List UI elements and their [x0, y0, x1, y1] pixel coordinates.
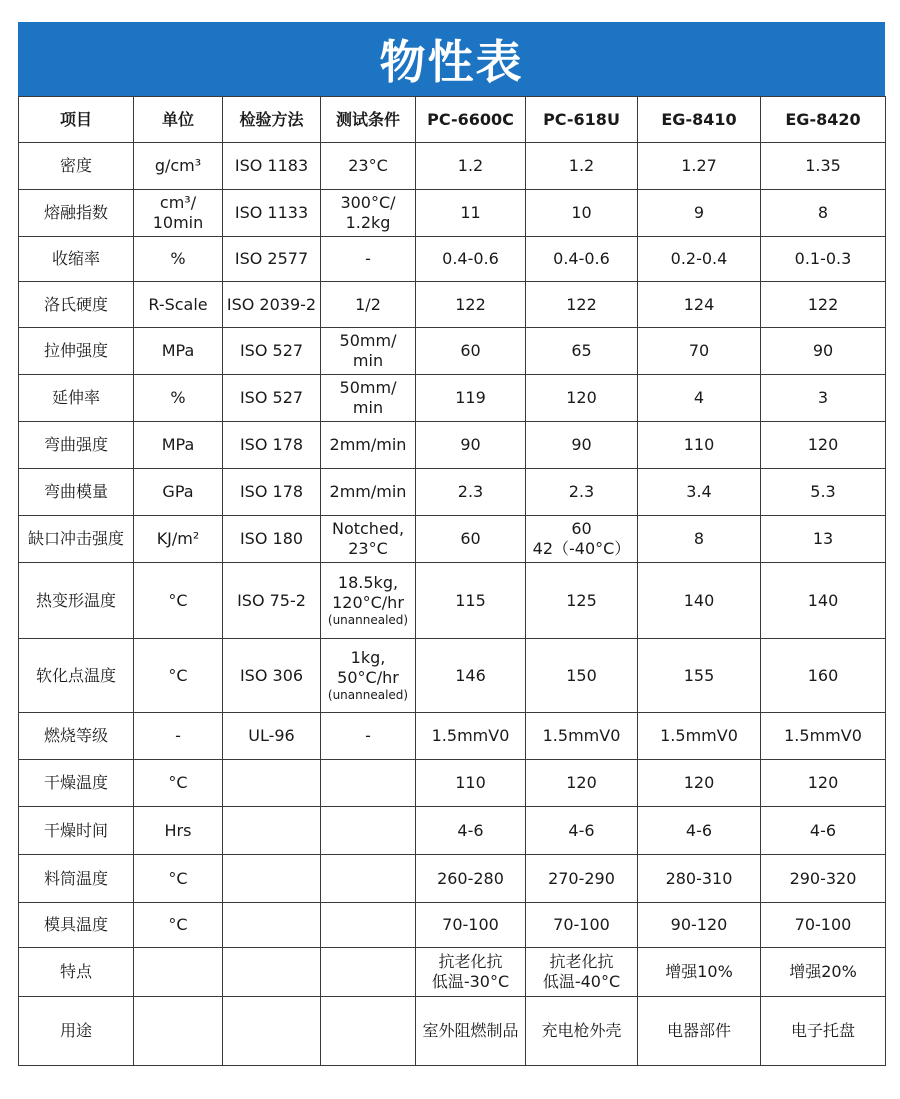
table-row	[19, 237, 886, 282]
value-cell	[416, 143, 526, 190]
method-cell	[223, 997, 321, 1066]
condition-cell	[321, 855, 416, 903]
method-cell: ISO 178	[223, 469, 321, 516]
item-cell: 缺口冲击强度	[19, 516, 134, 563]
unit-cell	[134, 948, 223, 997]
condition-cell-text: 300°C/	[340, 193, 396, 212]
value-cell	[761, 375, 886, 422]
condition-cell	[321, 516, 416, 563]
value-cell-text: 60	[460, 529, 481, 548]
condition-cell	[321, 422, 416, 469]
item-cell: 干燥时间	[19, 807, 134, 855]
value-cell-text: 120	[566, 388, 597, 407]
condition-cell	[321, 563, 416, 639]
value-cell-text: 90-120	[670, 915, 728, 934]
unit-cell: °C	[134, 903, 223, 948]
header-cell: PC-6600C	[416, 97, 526, 143]
value-cell-text: 4-6	[685, 820, 713, 840]
value-cell-text: 低温-40°C	[542, 972, 621, 991]
value-cell	[761, 639, 886, 713]
header-cell: 检验方法	[223, 97, 321, 143]
value-cell-text: 电子托盘	[790, 1021, 855, 1040]
value-cell	[638, 237, 761, 282]
value-cell	[761, 997, 886, 1066]
unit-cell: MPa	[134, 422, 223, 469]
value-cell-text: 抗老化抗	[549, 952, 614, 971]
value-cell	[638, 855, 761, 903]
value-cell	[638, 190, 761, 237]
value-cell	[526, 516, 638, 563]
value-cell-text: 90	[571, 435, 592, 454]
method-cell: ISO 2039-2	[223, 282, 321, 328]
header-cell: 单位	[134, 97, 223, 143]
table-row	[19, 713, 886, 760]
unit-cell: °C	[134, 855, 223, 903]
method-cell: ISO 527	[223, 328, 321, 375]
method-cell: ISO 306	[223, 639, 321, 713]
table-row	[19, 563, 886, 639]
value-cell-text: 70-100	[794, 915, 852, 934]
value-cell	[638, 516, 761, 563]
method-cell: ISO 178	[223, 422, 321, 469]
item-cell: 弯曲强度	[19, 422, 134, 469]
unit-cell: °C	[134, 563, 223, 639]
value-cell-text: 增强20%	[789, 962, 857, 981]
header-cell: 项目	[19, 97, 134, 143]
table-row	[19, 903, 886, 948]
value-cell	[526, 237, 638, 282]
condition-cell	[321, 143, 416, 190]
value-cell	[416, 237, 526, 282]
condition-cell	[321, 807, 416, 855]
table-row	[19, 639, 886, 713]
item-cell: 收缩率	[19, 237, 134, 282]
condition-cell	[321, 997, 416, 1066]
value-cell	[526, 713, 638, 760]
value-cell-text: 10	[571, 203, 592, 222]
value-cell-text: 120	[566, 773, 597, 792]
condition-cell-text: 50mm/	[339, 331, 397, 350]
value-cell-text: 70-100	[442, 915, 499, 934]
value-cell	[761, 516, 886, 563]
method-cell	[223, 903, 321, 948]
unit-cell-text: 10min	[152, 213, 204, 232]
header-cell: 测试条件	[321, 97, 416, 143]
header-cell: PC-618U	[526, 97, 638, 143]
item-cell: 熔融指数	[19, 190, 134, 237]
header-cell: EG-8420	[761, 97, 886, 143]
value-cell	[761, 282, 886, 328]
condition-note: (unannealed)	[327, 688, 409, 702]
value-cell-text: 122	[807, 294, 839, 314]
unit-cell: KJ/m²	[134, 516, 223, 563]
value-cell-text: 1.35	[805, 156, 841, 175]
value-cell	[526, 143, 638, 190]
table-header-row	[19, 97, 886, 143]
value-cell-text: 0.2-0.4	[670, 249, 728, 268]
unit-cell: %	[134, 375, 223, 422]
value-cell-text: 290-320	[789, 868, 857, 888]
unit-cell: GPa	[134, 469, 223, 516]
value-cell-text: 2.3	[568, 482, 595, 501]
table-row	[19, 143, 886, 190]
value-cell	[638, 375, 761, 422]
unit-cell: %	[134, 237, 223, 282]
value-cell	[526, 282, 638, 328]
value-cell-text: 90	[812, 341, 834, 360]
value-cell-text: 4-6	[568, 820, 595, 840]
item-cell: 拉伸强度	[19, 328, 134, 375]
value-cell-text: 110	[455, 773, 486, 792]
condition-cell	[321, 237, 416, 282]
condition-cell-text: 50°C/hr	[337, 668, 399, 687]
method-cell: ISO 2577	[223, 237, 321, 282]
value-cell	[638, 760, 761, 807]
value-cell-text: 0.1-0.3	[794, 249, 852, 268]
item-cell: 热变形温度	[19, 563, 134, 639]
condition-cell-text: Notched,	[331, 519, 405, 538]
value-cell	[638, 639, 761, 713]
value-cell-text: 60	[460, 341, 481, 360]
value-cell	[526, 375, 638, 422]
value-cell-text: 1.2	[457, 156, 484, 175]
value-cell	[526, 807, 638, 855]
value-cell	[526, 903, 638, 948]
item-cell: 密度	[19, 143, 134, 190]
value-cell-text: 1.5mmV0	[784, 726, 862, 745]
method-cell: ISO 180	[223, 516, 321, 563]
value-cell-text: 5.3	[810, 482, 836, 501]
item-cell: 用途	[19, 997, 134, 1066]
value-cell-text: 0.4-0.6	[442, 249, 499, 268]
value-cell-text: 9	[693, 203, 705, 222]
value-cell-text: 42（-40°C）	[532, 539, 631, 558]
table-row	[19, 469, 886, 516]
page-title: 物性表	[379, 35, 524, 89]
header-cell: EG-8410	[638, 97, 761, 143]
value-cell	[638, 282, 761, 328]
value-cell-text: 115	[455, 590, 486, 610]
table-row	[19, 760, 886, 807]
method-cell: ISO 527	[223, 375, 321, 422]
value-cell	[416, 190, 526, 237]
table-row	[19, 516, 886, 563]
value-cell	[526, 328, 638, 375]
item-cell: 特点	[19, 948, 134, 997]
condition-cell-text: 23°C	[348, 156, 388, 175]
value-cell	[761, 143, 886, 190]
method-cell: ISO 1133	[223, 190, 321, 237]
value-cell	[526, 422, 638, 469]
value-cell-text: 124	[683, 294, 715, 314]
unit-cell: MPa	[134, 328, 223, 375]
value-cell-text: 4	[693, 388, 705, 407]
value-cell	[761, 713, 886, 760]
item-cell: 干燥温度	[19, 760, 134, 807]
value-cell-text: 8	[817, 203, 829, 222]
condition-cell	[321, 760, 416, 807]
value-cell-text: 增强10%	[665, 962, 733, 981]
value-cell-text: 65	[571, 341, 592, 360]
value-cell	[416, 469, 526, 516]
table-row	[19, 328, 886, 375]
value-cell	[526, 997, 638, 1066]
value-cell	[416, 639, 526, 713]
value-cell-text: 60	[571, 519, 592, 538]
value-cell	[526, 563, 638, 639]
value-cell	[526, 760, 638, 807]
item-cell: 模具温度	[19, 903, 134, 948]
condition-cell-text: 50mm/	[339, 378, 397, 397]
item-cell: 燃烧等级	[19, 713, 134, 760]
method-cell	[223, 948, 321, 997]
value-cell	[416, 375, 526, 422]
value-cell-text: 260-280	[437, 868, 504, 888]
method-cell: ISO 75-2	[223, 563, 321, 639]
value-cell-text: 4-6	[457, 820, 484, 840]
value-cell-text: 120	[807, 435, 839, 454]
value-cell-text: 低温-30°C	[431, 972, 510, 991]
value-cell	[638, 997, 761, 1066]
method-cell	[223, 807, 321, 855]
unit-cell: °C	[134, 760, 223, 807]
value-cell-text: 1.5mmV0	[660, 726, 738, 745]
table-row	[19, 997, 886, 1066]
value-cell	[416, 563, 526, 639]
table-row	[19, 807, 886, 855]
condition-cell-text: min	[352, 351, 384, 370]
value-cell-text: 充电枪外壳	[541, 1021, 622, 1040]
value-cell	[761, 855, 886, 903]
condition-cell	[321, 948, 416, 997]
value-cell-text: 110	[683, 435, 715, 454]
value-cell-text: 140	[683, 590, 715, 610]
unit-cell: R-Scale	[134, 282, 223, 328]
value-cell	[638, 563, 761, 639]
value-cell-text: 155	[683, 665, 715, 685]
value-cell	[416, 760, 526, 807]
value-cell	[416, 997, 526, 1066]
unit-cell: -	[134, 713, 223, 760]
value-cell	[638, 713, 761, 760]
value-cell-text: 280-310	[665, 868, 733, 888]
condition-cell-text: min	[352, 398, 384, 417]
table-row	[19, 282, 886, 328]
value-cell-text: 119	[455, 388, 486, 407]
value-cell	[416, 516, 526, 563]
value-cell-text: 140	[807, 590, 839, 610]
value-cell-text: 125	[566, 590, 597, 610]
value-cell	[761, 948, 886, 997]
value-cell-text: 13	[812, 529, 834, 548]
value-cell-text: 122	[455, 294, 486, 314]
value-cell-text: 122	[566, 294, 597, 314]
condition-cell-text: 120°C/hr	[332, 593, 404, 612]
condition-cell	[321, 639, 416, 713]
value-cell	[761, 469, 886, 516]
value-cell-text: 0.4-0.6	[553, 249, 610, 268]
value-cell-text: 160	[807, 665, 839, 685]
value-cell	[638, 143, 761, 190]
value-cell	[416, 422, 526, 469]
value-cell	[416, 948, 526, 997]
value-cell-text: 电器部件	[666, 1021, 731, 1040]
value-cell	[761, 563, 886, 639]
condition-cell-text: 2mm/min	[329, 482, 407, 501]
value-cell-text: 8	[693, 529, 705, 548]
condition-cell-text: -	[365, 249, 371, 268]
title-banner	[18, 22, 885, 96]
condition-cell-text: -	[365, 726, 371, 745]
value-cell-text: 120	[683, 773, 715, 792]
value-cell	[638, 948, 761, 997]
value-cell	[526, 190, 638, 237]
value-cell-text: 70-100	[553, 915, 610, 934]
value-cell	[638, 807, 761, 855]
table-row	[19, 190, 886, 237]
unit-cell: °C	[134, 639, 223, 713]
table-row	[19, 422, 886, 469]
method-cell	[223, 760, 321, 807]
item-cell: 软化点温度	[19, 639, 134, 713]
value-cell	[761, 237, 886, 282]
value-cell-text: 4-6	[809, 820, 837, 840]
value-cell-text: 150	[566, 665, 597, 685]
table-row	[19, 855, 886, 903]
condition-cell	[321, 282, 416, 328]
value-cell-text: 1.5mmV0	[542, 726, 621, 745]
condition-cell	[321, 190, 416, 237]
value-cell	[416, 855, 526, 903]
value-cell	[416, 282, 526, 328]
value-cell-text: 室外阻燃制品	[422, 1021, 519, 1040]
condition-cell-text: 18.5kg,	[337, 573, 399, 592]
method-cell: UL-96	[223, 713, 321, 760]
condition-note: (unannealed)	[327, 613, 409, 627]
value-cell	[638, 328, 761, 375]
condition-cell-text: 23°C	[348, 539, 388, 558]
value-cell	[526, 469, 638, 516]
value-cell-text: 1.2	[568, 156, 595, 175]
value-cell-text: 120	[807, 773, 839, 792]
value-cell	[526, 948, 638, 997]
value-cell-text: 146	[455, 665, 486, 685]
value-cell-text: 11	[460, 203, 481, 222]
item-cell: 弯曲模量	[19, 469, 134, 516]
value-cell	[761, 422, 886, 469]
condition-cell	[321, 469, 416, 516]
item-cell: 料筒温度	[19, 855, 134, 903]
value-cell-text: 2.3	[457, 482, 484, 501]
condition-cell	[321, 328, 416, 375]
condition-cell-text: 1kg,	[350, 648, 386, 667]
unit-cell: g/cm³	[134, 143, 223, 190]
value-cell	[416, 713, 526, 760]
value-cell	[638, 903, 761, 948]
condition-cell	[321, 375, 416, 422]
method-cell	[223, 855, 321, 903]
value-cell	[638, 469, 761, 516]
value-cell	[526, 855, 638, 903]
value-cell	[761, 760, 886, 807]
item-cell: 洛氏硬度	[19, 282, 134, 328]
unit-cell-text: cm³/	[159, 193, 197, 212]
value-cell-text: 3.4	[686, 482, 712, 501]
unit-cell	[134, 190, 223, 237]
value-cell-text: 270-290	[548, 868, 615, 888]
condition-cell	[321, 903, 416, 948]
method-cell: ISO 1183	[223, 143, 321, 190]
value-cell	[638, 422, 761, 469]
condition-cell	[321, 713, 416, 760]
value-cell	[416, 903, 526, 948]
value-cell-text: 70	[688, 341, 710, 360]
condition-cell-text: 1.2kg	[345, 213, 391, 232]
value-cell	[761, 328, 886, 375]
value-cell-text: 1.5mmV0	[431, 726, 510, 745]
unit-cell: Hrs	[134, 807, 223, 855]
properties-table	[18, 96, 886, 1066]
value-cell-text: 3	[817, 388, 829, 407]
value-cell-text: 1.27	[681, 156, 717, 175]
condition-cell-text: 1/2	[355, 294, 381, 314]
condition-cell-text: 2mm/min	[329, 435, 407, 454]
item-cell: 延伸率	[19, 375, 134, 422]
value-cell	[761, 807, 886, 855]
value-cell	[416, 328, 526, 375]
unit-cell	[134, 997, 223, 1066]
value-cell	[761, 190, 886, 237]
value-cell	[416, 807, 526, 855]
value-cell	[761, 903, 886, 948]
value-cell	[526, 639, 638, 713]
table-row	[19, 948, 886, 997]
value-cell-text: 90	[460, 435, 481, 454]
value-cell-text: 抗老化抗	[438, 952, 503, 971]
table-row	[19, 375, 886, 422]
